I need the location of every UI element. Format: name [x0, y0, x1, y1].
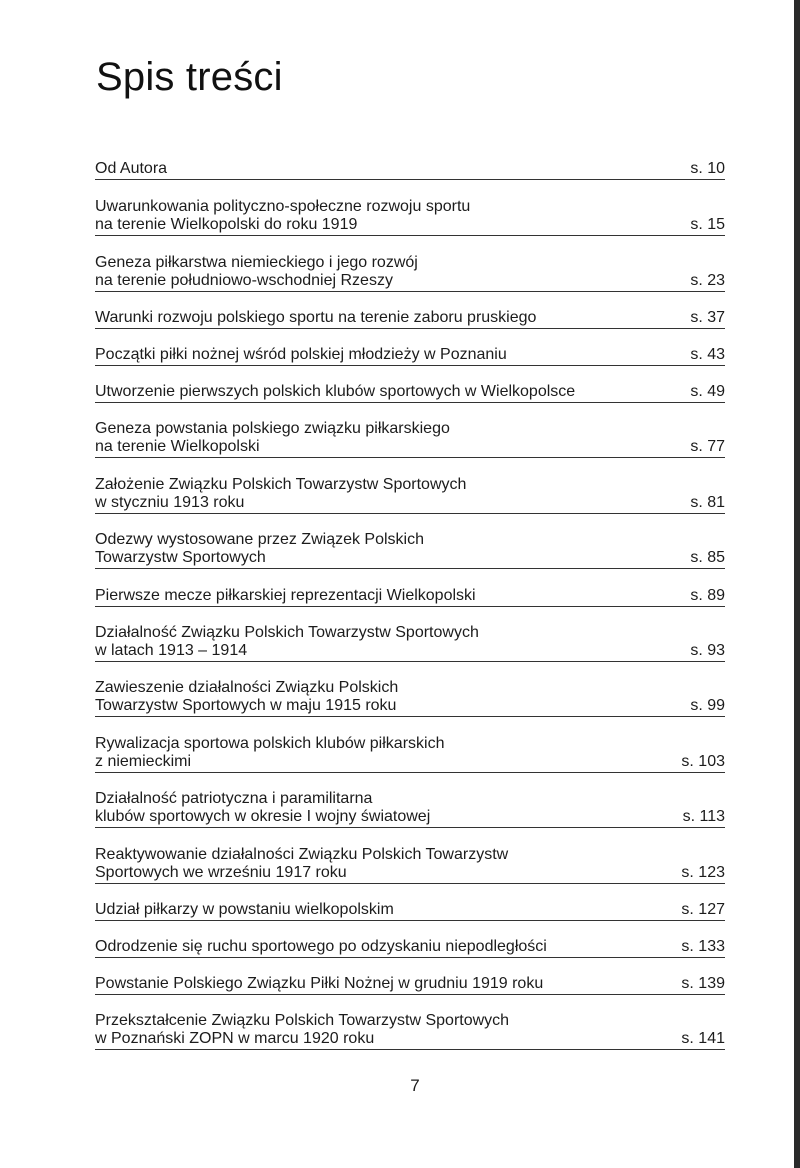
toc-entry-page: s. 81 [690, 494, 725, 511]
page-title: Spis treści [96, 55, 283, 99]
toc-entry-title: Warunki rozwoju polskiego sportu na terenie zaboru pruskiego [95, 309, 537, 326]
toc-entry-rule [95, 827, 725, 828]
toc-entry-rule [95, 661, 725, 662]
toc-entry-title: Utworzenie pierwszych polskich klubów sportowych w Wielkopolsce [95, 383, 576, 400]
toc-entry-rule [95, 365, 725, 366]
toc-entry [95, 309, 725, 327]
toc-entry-rule [95, 457, 725, 458]
toc-entry-title: Powstanie Polskiego Związku Piłki Nożnej w grudniu 1919 roku [95, 975, 544, 992]
toc-entry-rule [95, 402, 725, 403]
toc-entry-title: Udział piłkarzy w powstaniu wielkopolskim [95, 901, 394, 918]
toc-entry-title: Geneza piłkarstwa niemieckiego i jego rozwój na terenie południowo-wschodniej Rzeszy [95, 254, 418, 289]
toc-entry [95, 198, 725, 234]
toc-entry-title: Rywalizacja sportowa polskich klubów piłkarskich z niemieckimi [95, 735, 445, 770]
toc-entry-rule [95, 716, 725, 717]
toc-entry [95, 624, 725, 660]
toc-entry-page: s. 113 [682, 808, 725, 825]
toc-entry-page: s. 15 [690, 216, 725, 233]
toc-entry [95, 790, 725, 826]
toc-entry [95, 938, 725, 956]
toc-entry-rule [95, 235, 725, 236]
toc-entry-page: s. 141 [681, 1030, 725, 1047]
toc-entry [95, 346, 725, 364]
toc-entry-rule [95, 920, 725, 921]
toc-entry-title: Przekształcenie Związku Polskich Towarzystw Sportowych w Poznański ZOPN w marcu 1920 roku [95, 1012, 510, 1047]
toc-entry-rule [95, 179, 725, 180]
toc-entry [95, 254, 725, 290]
toc-entry-page: s. 99 [690, 697, 725, 714]
toc-entry-rule [95, 994, 725, 995]
toc-entry-title: Geneza powstania polskiego związku piłkarskiego na terenie Wielkopolski [95, 420, 450, 455]
toc-entry [95, 735, 725, 771]
toc-entry-rule [95, 328, 725, 329]
page-number: 7 [410, 1076, 420, 1095]
toc-entry-page: s. 49 [690, 383, 725, 400]
toc-entry-title: Początki piłki nożnej wśród polskiej młodzieży w Poznaniu [95, 346, 507, 363]
toc-entry-title: Uwarunkowania polityczno-społeczne rozwoju sportu na terenie Wielkopolski do roku 1919 [95, 198, 471, 233]
toc-entry [95, 846, 725, 882]
toc-entry [95, 476, 725, 512]
toc-entry [95, 901, 725, 919]
toc-entry-title: Odrodzenie się ruchu sportowego po odzyskaniu niepodległości [95, 938, 547, 955]
toc-entry [95, 420, 725, 456]
toc-entry-rule [95, 772, 725, 773]
toc-entry-page: s. 10 [690, 160, 725, 177]
toc-entry-title: Zawieszenie działalności Związku Polskich Towarzystw Sportowych w maju 1915 roku [95, 679, 399, 714]
toc-entry-title: Działalność patriotyczna i paramilitarna klubów sportowych w okresie I wojny światowej [95, 790, 431, 825]
toc-entry [95, 679, 725, 715]
toc-entry-rule [95, 957, 725, 958]
toc-entry [95, 531, 725, 567]
page-edge [794, 0, 800, 1168]
toc-entry [95, 383, 725, 401]
toc-entry-page: s. 133 [681, 938, 725, 955]
toc-entry-page: s. 23 [690, 272, 725, 289]
toc-entry [95, 975, 725, 993]
toc-entry-page: s. 85 [690, 549, 725, 566]
toc-entry-rule [95, 883, 725, 884]
toc-entry-rule [95, 606, 725, 607]
toc-entry-title: Reaktywowanie działalności Związku Polskich Towarzystw Sportowych we wrześniu 1917 roku [95, 846, 509, 881]
toc-entry-page: s. 43 [690, 346, 725, 363]
toc-entry [95, 587, 725, 605]
toc-entry-title: Założenie Związku Polskich Towarzystw Sportowych w styczniu 1913 roku [95, 476, 467, 511]
toc-entry-title: Działalność Związku Polskich Towarzystw Sportowych w latach 1913 – 1914 [95, 624, 479, 659]
toc-entry [95, 1012, 725, 1048]
toc-entry-rule [95, 513, 725, 514]
toc-entry-page: s. 139 [681, 975, 725, 992]
toc-entry-page: s. 123 [681, 864, 725, 881]
toc-entry-rule [95, 568, 725, 569]
toc-entry-page: s. 77 [690, 438, 725, 455]
toc-entry-rule [95, 1049, 725, 1050]
toc-entry-page: s. 93 [690, 642, 725, 659]
toc-entry-title: Odezwy wystosowane przez Związek Polskich Towarzystw Sportowych [95, 531, 425, 566]
toc-entry-rule [95, 291, 725, 292]
toc-entry-page: s. 127 [681, 901, 725, 918]
toc-entry-page: s. 89 [690, 587, 725, 604]
toc-entry-page: s. 37 [690, 309, 725, 326]
toc-entry-title: Pierwsze mecze piłkarskiej reprezentacji Wielkopolski [95, 587, 476, 604]
toc-entry [95, 160, 725, 178]
toc-entry-title: Od Autora [95, 160, 168, 177]
toc-entry-page: s. 103 [681, 753, 725, 770]
